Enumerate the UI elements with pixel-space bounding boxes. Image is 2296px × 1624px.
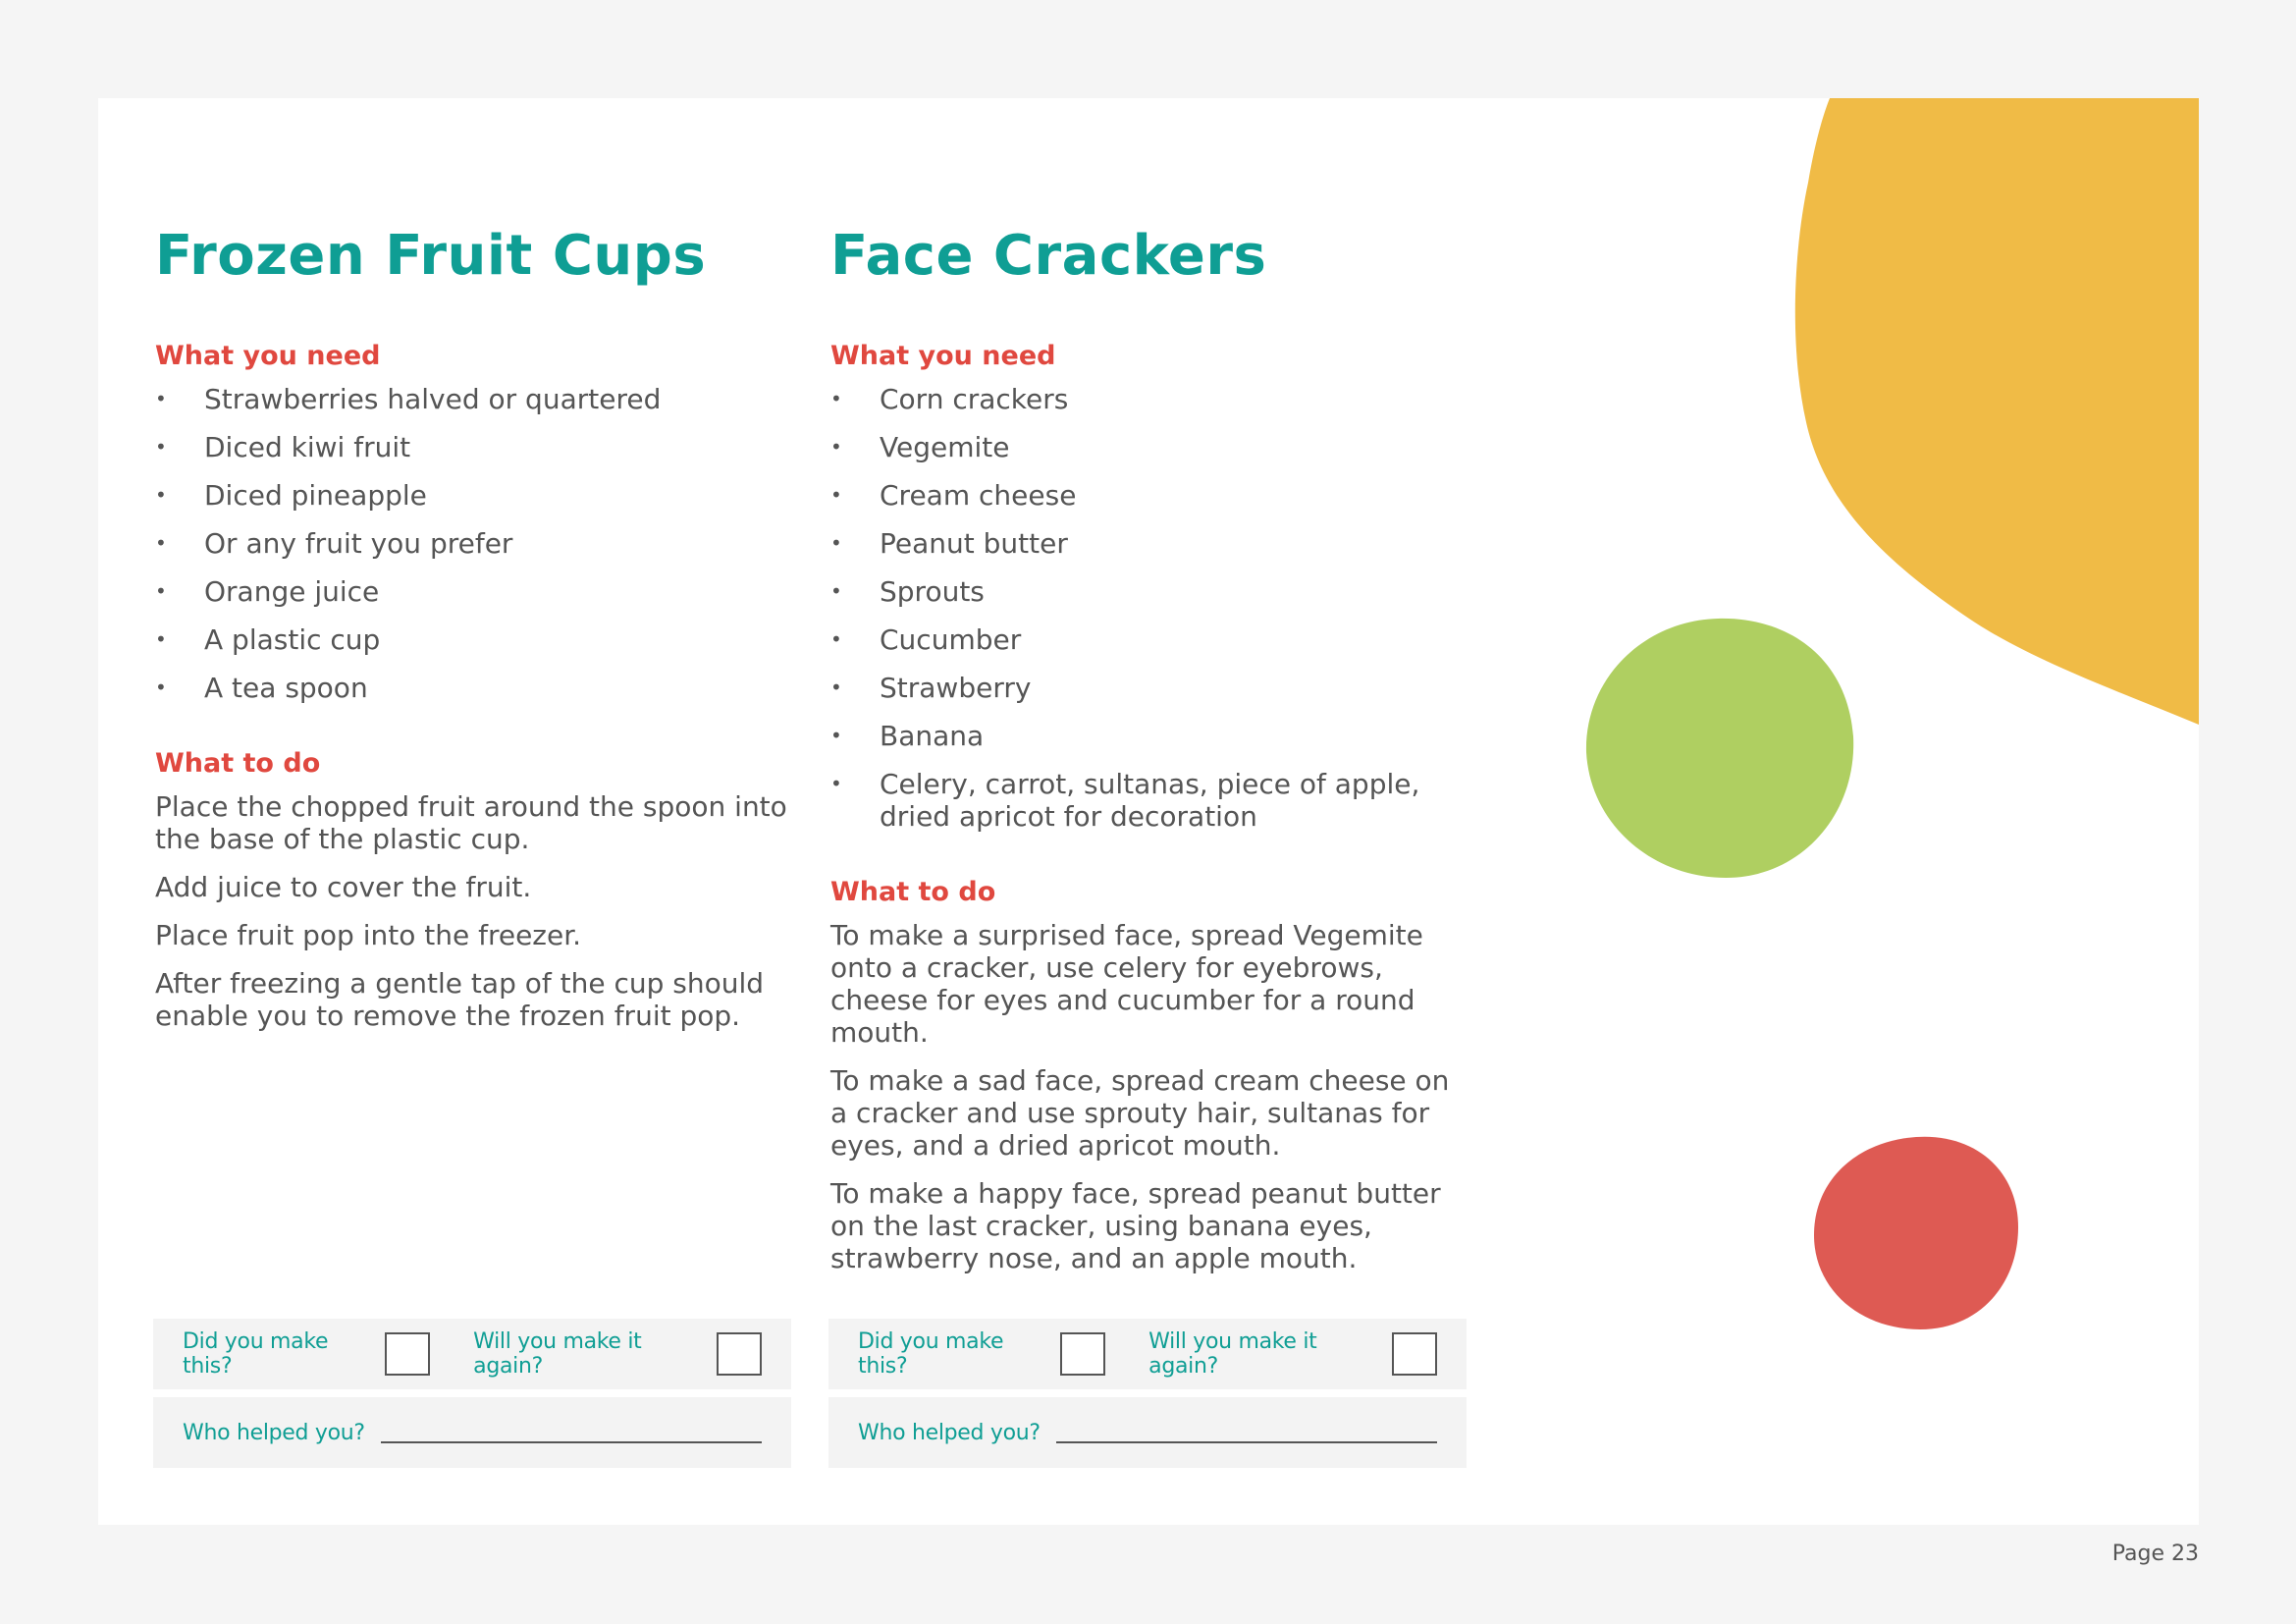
- bullet-icon: •: [830, 579, 842, 603]
- bullet-icon: •: [830, 627, 842, 651]
- instruction-step: Place fruit pop into the freezer.: [155, 919, 582, 951]
- recipe-frozen-fruit-cups: [155, 218, 793, 1048]
- make-again-label: Will you make it again?: [473, 1329, 642, 1379]
- ingredient-item: [830, 768, 1468, 833]
- recipe-face-crackers: [830, 218, 1468, 1290]
- tracker-checkbox-row: [153, 1319, 791, 1389]
- ingredient-text: Sprouts: [880, 575, 985, 608]
- what-to-do-heading: What to do: [830, 877, 996, 907]
- ingredient-text: Vegemite: [880, 431, 1010, 463]
- instruction-step: Add juice to cover the fruit.: [155, 871, 532, 903]
- bullet-icon: •: [830, 724, 842, 747]
- ingredient-text: Cucumber: [880, 623, 1022, 656]
- recipe-title: Frozen Fruit Cups: [155, 224, 707, 288]
- ingredient-item: [830, 575, 1468, 608]
- who-helped-line[interactable]: [1056, 1441, 1437, 1443]
- ingredient-item: [830, 672, 1468, 704]
- bullet-icon: •: [830, 676, 842, 699]
- bullet-icon: •: [155, 483, 167, 507]
- ingredient-text: Celery, carrot, sultanas, piece of apple, dried apricot for decoration: [880, 768, 1420, 833]
- bullet-icon: •: [830, 772, 842, 795]
- made-this-label: Did you make this?: [183, 1329, 329, 1379]
- bullet-icon: •: [830, 387, 842, 410]
- instruction-step: To make a surprised face, spread Vegemite onto a cracker, use celery for eyebrows, cheese for eyes and cucumber for a round mouth.: [830, 919, 1423, 1049]
- bullet-icon: •: [830, 531, 842, 555]
- who-helped-label: Who helped you?: [183, 1420, 365, 1445]
- bullet-icon: •: [155, 627, 167, 651]
- recipe-page: [98, 98, 2199, 1525]
- ingredient-text: Corn crackers: [880, 383, 1069, 415]
- ingredient-item: [155, 383, 793, 415]
- recipe-tracker-frozen-fruit-cups: [153, 1319, 791, 1468]
- tracker-helper-row: [153, 1397, 791, 1468]
- ingredient-list: [155, 383, 793, 704]
- made-this-checkbox[interactable]: [385, 1332, 430, 1376]
- red-blob-decoration: [1810, 1133, 2030, 1339]
- bullet-icon: •: [830, 483, 842, 507]
- ingredient-item: [155, 527, 793, 560]
- instruction-step: After freezing a gentle tap of the cup should enable you to remove the frozen fruit pop.: [155, 967, 765, 1032]
- ingredient-item: [830, 431, 1468, 463]
- ingredient-text: Or any fruit you prefer: [204, 527, 513, 560]
- who-helped-line[interactable]: [381, 1441, 762, 1443]
- ingredient-text: Peanut butter: [880, 527, 1068, 560]
- tracker-helper-row: [828, 1397, 1467, 1468]
- tracker-checkbox-row: [828, 1319, 1467, 1389]
- ingredient-item: [155, 431, 793, 463]
- ingredient-item: [155, 479, 793, 512]
- ingredient-text: A plastic cup: [204, 623, 381, 656]
- ingredient-item: [830, 479, 1468, 512]
- make-again-checkbox[interactable]: [717, 1332, 762, 1376]
- ingredient-text: Strawberry: [880, 672, 1032, 704]
- ingredient-item: [155, 623, 793, 656]
- instruction-step: To make a happy face, spread peanut butter on the last cracker, using banana eyes, strawberry nose, and an apple mouth.: [830, 1177, 1441, 1274]
- ingredient-text: Banana: [880, 720, 985, 752]
- make-again-label: Will you make it again?: [1148, 1329, 1317, 1379]
- instruction-step: To make a sad face, spread cream cheese on a cracker and use sprouty hair, sultanas for eyes, and a dried apricot mouth.: [830, 1064, 1450, 1162]
- bullet-icon: •: [155, 387, 167, 410]
- instruction-step: Place the chopped fruit around the spoon into the base of the plastic cup.: [155, 790, 787, 855]
- make-again-checkbox[interactable]: [1392, 1332, 1437, 1376]
- what-you-need-heading: What you need: [830, 341, 1056, 371]
- made-this-checkbox[interactable]: [1060, 1332, 1105, 1376]
- page-number: Page 23: [2111, 1542, 2199, 1566]
- ingredient-text: Orange juice: [204, 575, 380, 608]
- ingredient-item: [830, 383, 1468, 415]
- ingredient-text: Diced pineapple: [204, 479, 427, 512]
- green-blob-decoration: [1582, 617, 1867, 892]
- ingredient-text: Diced kiwi fruit: [204, 431, 411, 463]
- recipe-title: Face Crackers: [830, 224, 1267, 288]
- bullet-icon: •: [155, 579, 167, 603]
- what-you-need-heading: What you need: [155, 341, 381, 371]
- ingredient-text: Strawberries halved or quartered: [204, 383, 662, 415]
- recipe-tracker-face-crackers: [828, 1319, 1467, 1468]
- ingredient-list: [830, 383, 1468, 833]
- ingredient-item: [155, 672, 793, 704]
- what-to-do-heading: What to do: [155, 748, 321, 779]
- ingredient-item: [830, 623, 1468, 656]
- ingredient-item: [155, 575, 793, 608]
- bullet-icon: •: [155, 435, 167, 459]
- ingredient-text: A tea spoon: [204, 672, 368, 704]
- bullet-icon: •: [155, 676, 167, 699]
- bullet-icon: •: [830, 435, 842, 459]
- made-this-label: Did you make this?: [858, 1329, 1004, 1379]
- bullet-icon: •: [155, 531, 167, 555]
- who-helped-label: Who helped you?: [858, 1420, 1041, 1445]
- ingredient-item: [830, 527, 1468, 560]
- ingredient-text: Cream cheese: [880, 479, 1077, 512]
- ingredient-item: [830, 720, 1468, 752]
